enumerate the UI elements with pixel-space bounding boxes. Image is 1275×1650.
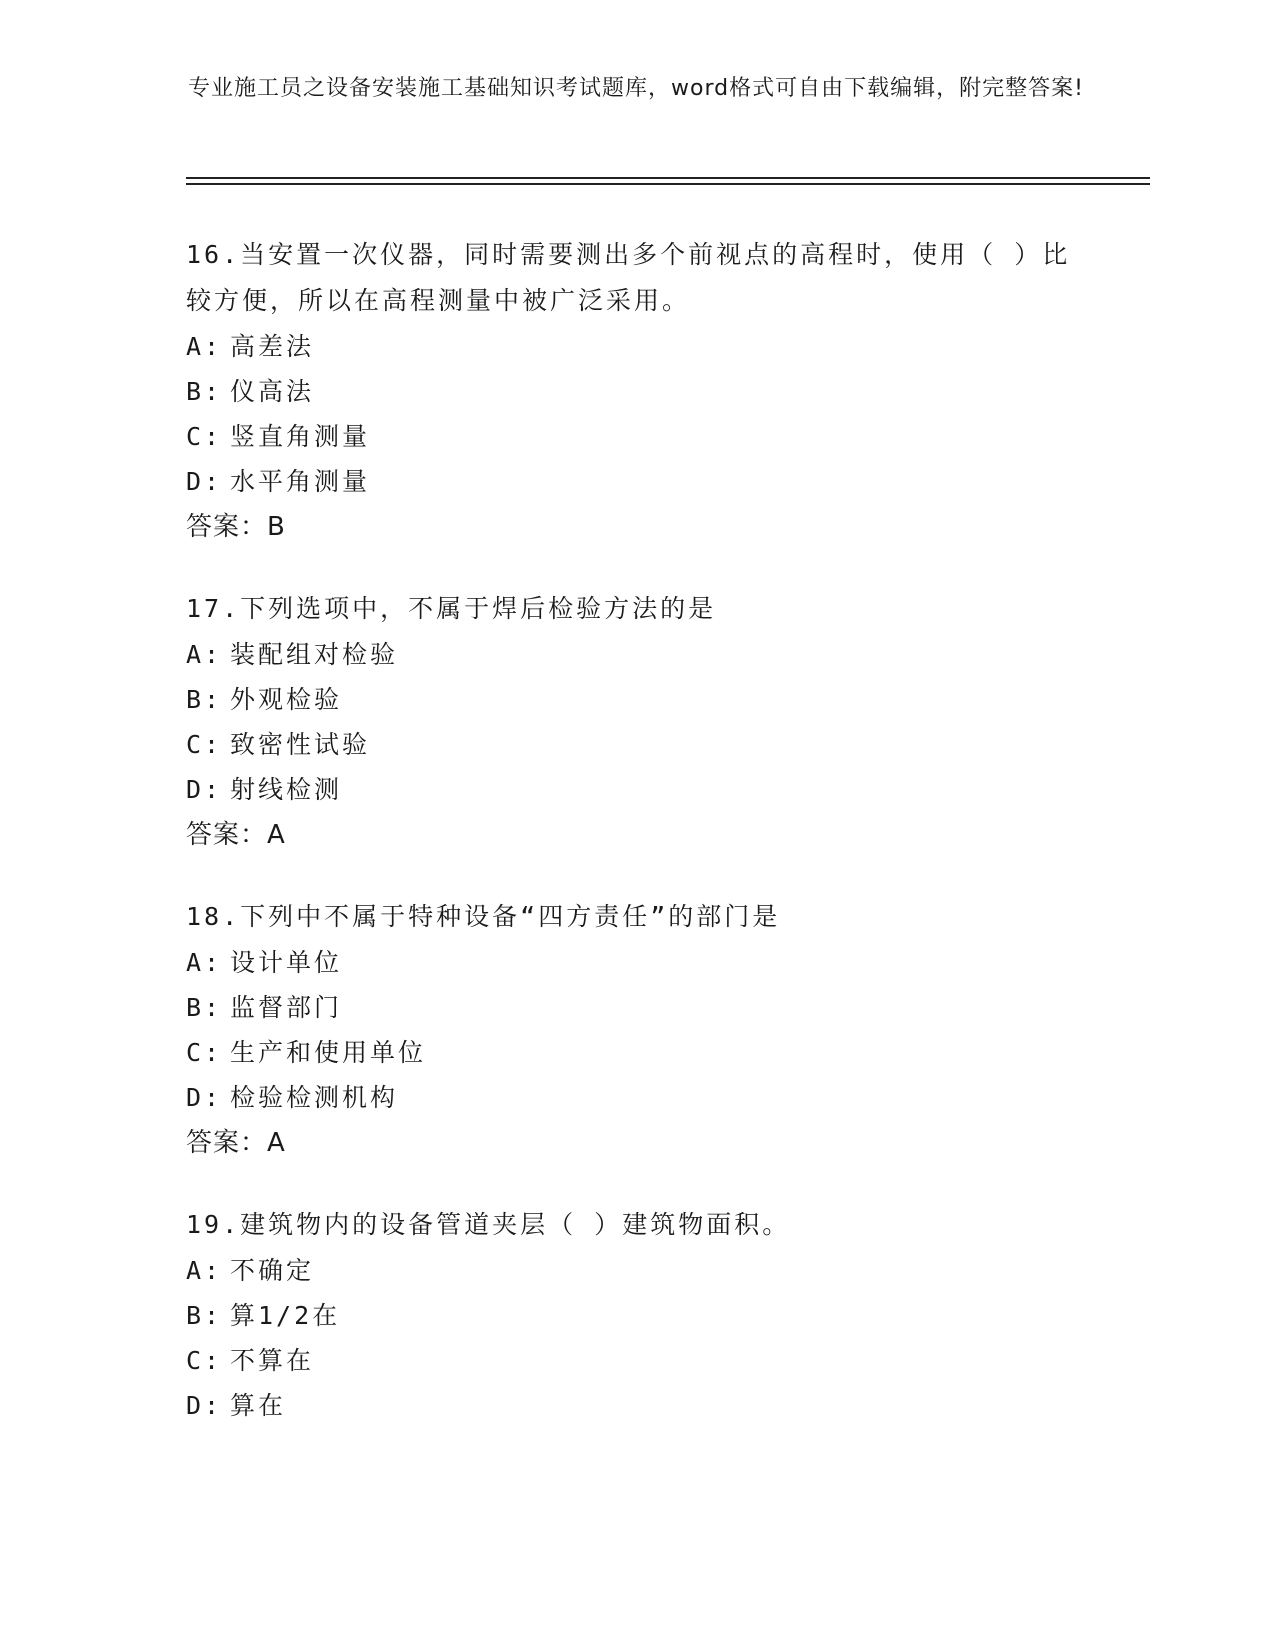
option-letter: C: [186,730,223,759]
option-text: 高差法 [230,332,315,361]
option-text: 检验检测机构 [230,1083,399,1112]
option-text: 致密性试验 [230,730,371,759]
option-text: 设计单位 [230,948,343,977]
option-d [186,767,1086,812]
option-text: 生产和使用单位 [230,1038,427,1067]
option-letter: B: [186,377,223,406]
option-text: 射线检测 [230,775,343,804]
answer-line: 答案：A [186,820,286,850]
question-stem: 16.当安置一次仪器，同时需要测出多个前视点的高程时，使用（ ）比较方便，所以在高程测量中被广泛采用。 [186,240,1071,315]
option-letter: A: [186,948,223,977]
option-a [186,324,1086,369]
option-letter: B: [186,1301,223,1330]
option-text: 算1/2在 [230,1301,341,1330]
option-letter: D: [186,775,223,804]
option-b [186,985,1086,1030]
option-text: 算在 [230,1391,287,1420]
option-b [186,1293,1086,1338]
option-b [186,677,1086,722]
option-text: 不算在 [230,1346,315,1375]
answer-line: 答案：B [186,512,286,542]
option-letter: D: [186,1391,223,1420]
question-stem: 18.下列中不属于特种设备“四方责任”的部门是 [186,902,781,931]
option-letter: B: [186,685,223,714]
option-a [186,632,1086,677]
option-c [186,414,1086,459]
option-d [186,1075,1086,1120]
option-text: 装配组对检验 [230,640,399,669]
question-list [186,232,1086,1464]
question-16 [186,232,1086,550]
option-text: 仪高法 [230,377,315,406]
option-letter: C: [186,1346,223,1375]
option-letter: D: [186,467,223,496]
header-divider [186,177,1150,179]
option-text: 外观检验 [230,685,343,714]
option-d [186,459,1086,504]
option-a [186,940,1086,985]
option-c [186,1030,1086,1075]
option-letter: A: [186,332,223,361]
option-text: 不确定 [230,1256,315,1285]
option-a [186,1248,1086,1293]
option-letter: A: [186,640,223,669]
option-b [186,369,1086,414]
option-letter: D: [186,1083,223,1112]
document-header: 专业施工员之设备安装施工基础知识考试题库，word格式可自由下载编辑，附完整答案! [188,76,1084,101]
option-letter: C: [186,422,223,451]
option-c [186,722,1086,767]
option-text: 竖直角测量 [230,422,371,451]
option-letter: B: [186,993,223,1022]
option-c [186,1338,1086,1383]
option-d [186,1383,1086,1428]
question-stem: 17.下列选项中，不属于焊后检验方法的是 [186,594,717,623]
option-text: 水平角测量 [230,467,371,496]
option-letter: A: [186,1256,223,1285]
question-19 [186,1202,1086,1428]
question-17 [186,586,1086,858]
question-18 [186,894,1086,1166]
answer-line: 答案：A [186,1128,286,1158]
option-text: 监督部门 [230,993,343,1022]
question-stem: 19.建筑物内的设备管道夹层（ ）建筑物面积。 [186,1210,791,1239]
header-divider [186,183,1150,185]
option-letter: C: [186,1038,223,1067]
